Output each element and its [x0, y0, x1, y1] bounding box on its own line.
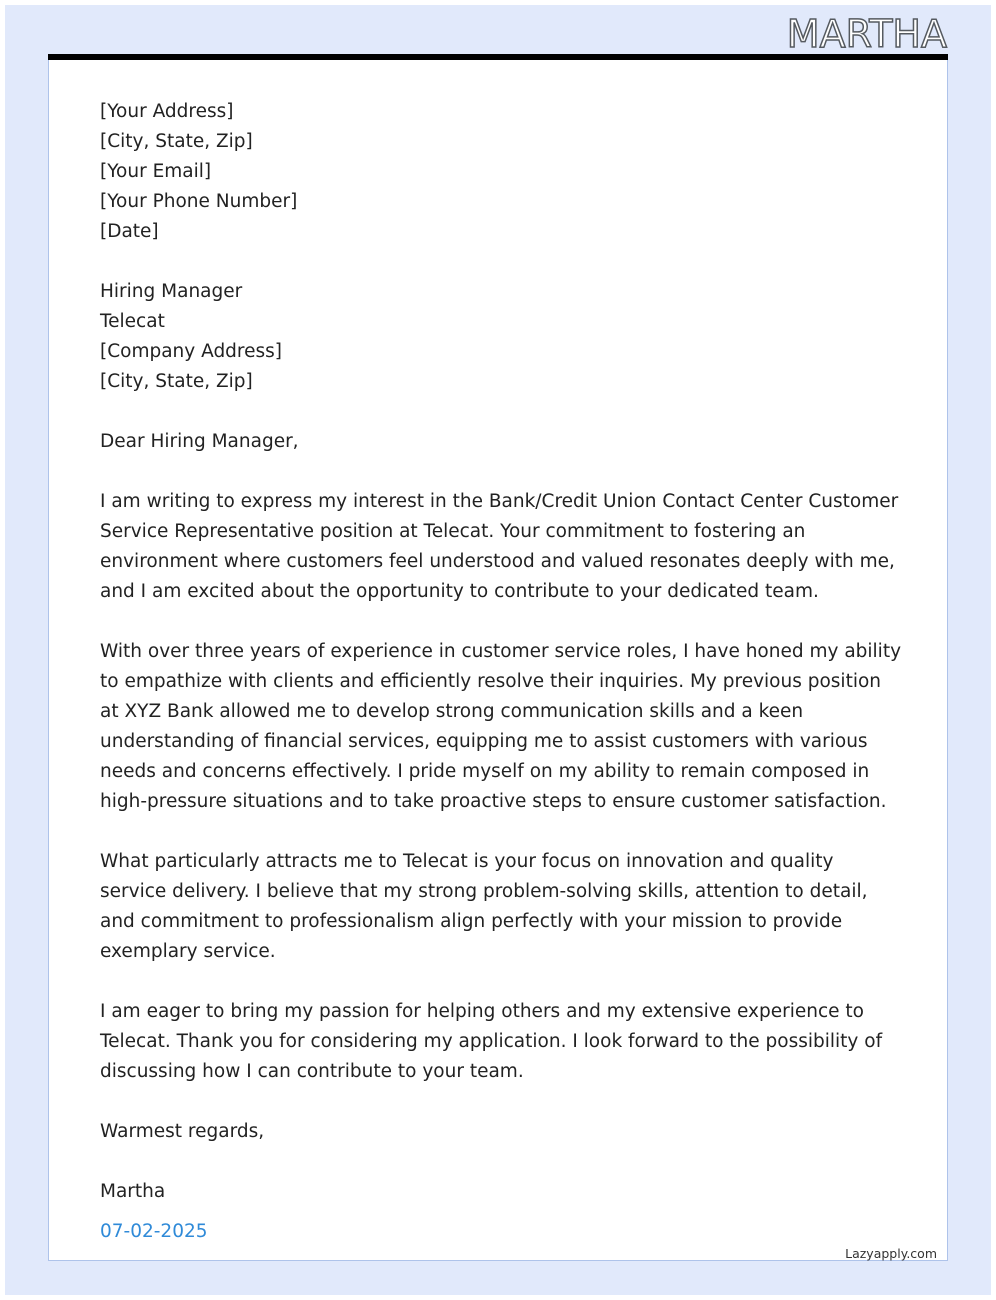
recipient-title: Hiring Manager: [100, 281, 243, 302]
spacer: [100, 397, 905, 427]
spacer: [100, 457, 905, 487]
spacer: [100, 247, 905, 277]
body-paragraph: What particularly attracts me to Telecat is your focus on innovation and quality service delivery. I believe that my strong problem-solving skills, attention to detail, and commitment to professionalism align perfectly with your mission to provide exemplary service.: [100, 851, 868, 962]
sender-email: [Your Email]: [100, 161, 212, 182]
cover-letter-body: [100, 97, 905, 1207]
salutation: Dear Hiring Manager,: [100, 431, 299, 452]
body-paragraph: With over three years of experience in customer service roles, I have honed my ability to empathize with clients and efficiently resolve their inquiries. My previous position at XYZ Bank allowed me to develop strong communication skills and a keen understanding of financial services, equipping me to assist customers with various needs and concerns effectively. I pride myself on my ability to remain composed in high-pressure situations and to take proactive steps to ensure customer satisfaction.: [100, 641, 902, 812]
body-paragraph: I am writing to express my interest in the Bank/Credit Union Contact Center Customer Service Representative position at Telecat. Your commitment to fostering an environment where customers feel understood and valued resonates deeply with me, and I am excited about the opportunity to contribute to your dedicated team.: [100, 491, 899, 602]
recipient-block: [100, 277, 905, 397]
sender-address: [Your Address]: [100, 101, 234, 122]
sender-city-state-zip: [City, State, Zip]: [100, 131, 253, 152]
spacer: [100, 1147, 905, 1177]
spacer: [100, 607, 905, 637]
sender-block: [100, 97, 905, 247]
body-paragraph: I am eager to bring my passion for helping others and my extensive experience to Telecat. Thank you for considering my application. I look forward to the possibility of discussing how I can contribute to your team.: [100, 1001, 883, 1082]
sender-phone: [Your Phone Number]: [100, 191, 298, 212]
signature-name: Martha: [100, 1181, 166, 1202]
spacer: [100, 967, 905, 997]
spacer: [100, 817, 905, 847]
recipient-company: Telecat: [100, 311, 165, 332]
recipient-city-state-zip: [City, State, Zip]: [100, 371, 253, 392]
header-name: MARTHA: [786, 12, 947, 56]
sender-date: [Date]: [100, 221, 159, 242]
recipient-address: [Company Address]: [100, 341, 283, 362]
spacer: [100, 1087, 905, 1117]
letter-date: 07-02-2025: [100, 1221, 208, 1242]
sign-off: Warmest regards,: [100, 1121, 265, 1142]
footer-watermark: Lazyapply.com: [845, 1246, 937, 1261]
